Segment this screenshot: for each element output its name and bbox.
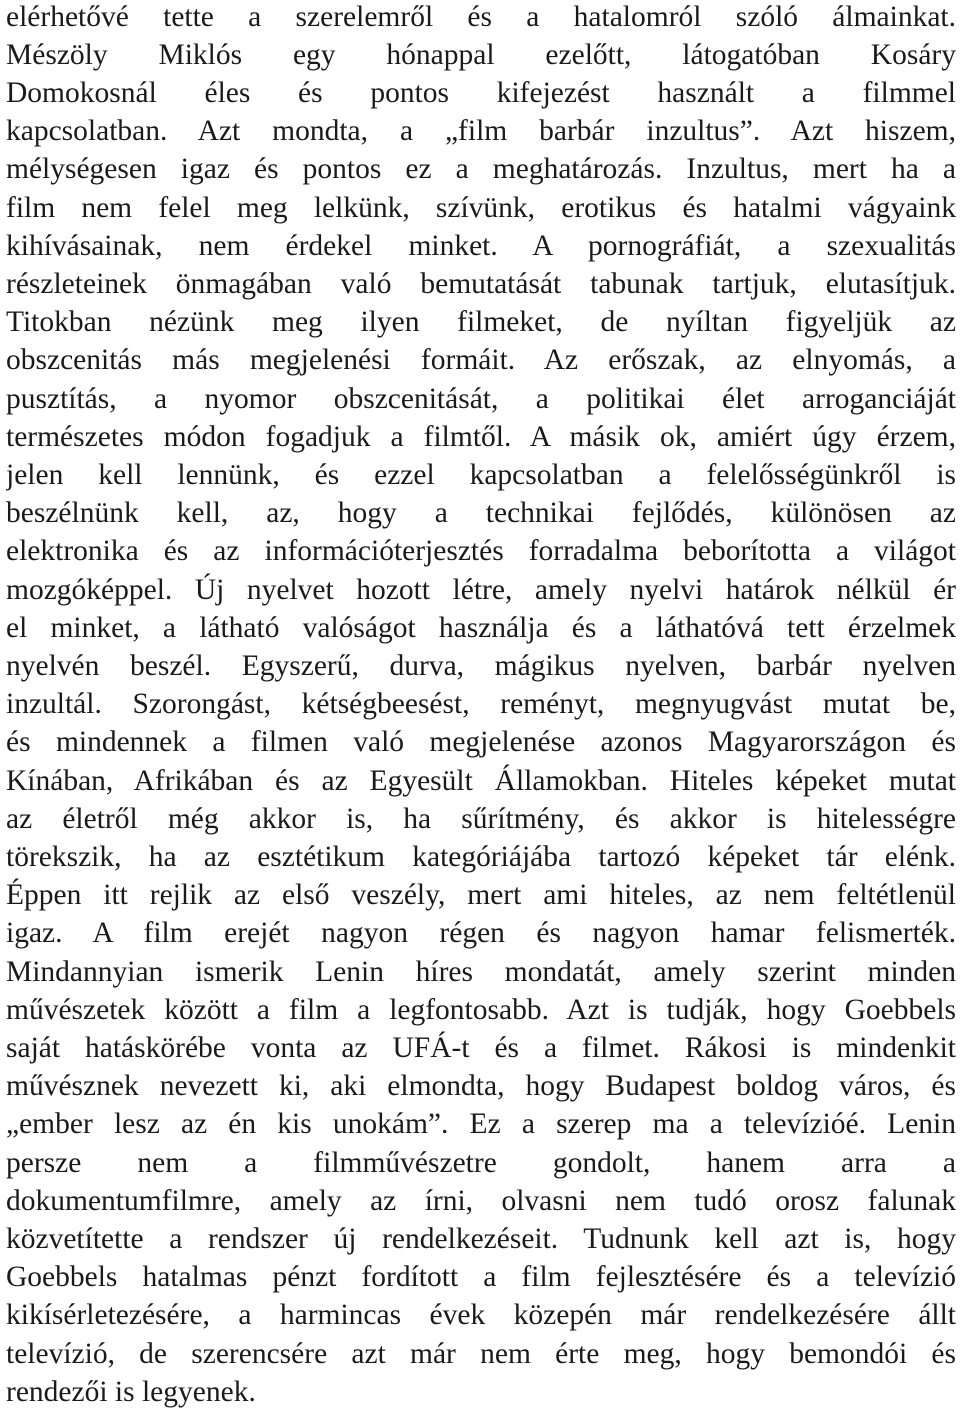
text-line: elektronika és az információterjesztés forradalma beborította a világot — [6, 535, 956, 567]
text-line: televízió, de szerencsére azt már nem érte meg, hogy bemondói és — [6, 1338, 956, 1370]
text-line: Goebbels hatalmas pénzt fordított a film fejlesztésére és a televízió — [6, 1261, 956, 1293]
text-line: igaz. A film erejét nagyon régen és nagyon hamar felismerték. — [6, 917, 956, 949]
text-line: az életről még akkor is, ha sűrítmény, és akkor is hitelességre — [6, 803, 956, 835]
text-line: mozgóképpel. Új nyelvet hozott létre, amely nyelvi határok nélkül ér — [6, 574, 956, 606]
text-line: dokumentumfilmre, amely az írni, olvasni nem tudó orosz falunak — [6, 1185, 956, 1217]
text-line: nyelvén beszél. Egyszerű, durva, mágikus nyelven, barbár nyelven — [6, 650, 956, 682]
text-line: kihívásainak, nem érdekel minket. A pornográfiát, a szexualitás — [6, 230, 956, 262]
text-line: jelen kell lennünk, és ezzel kapcsolatban a felelősségünkről is — [6, 459, 956, 491]
text-line: törekszik, ha az esztétikum kategóriájába tartozó képeket tár elénk. — [6, 841, 956, 873]
text-line: részleteinek önmagában való bemutatását tabunak tartjuk, elutasítjuk. — [6, 268, 956, 300]
text-line: Domokosnál éles és pontos kifejezést használt a filmmel — [6, 77, 956, 109]
text-line: saját hatáskörébe vonta az UFÁ-t és a filmet. Rákosi is mindenkit — [6, 1032, 956, 1064]
text-line: Mindannyian ismerik Lenin híres mondatát, amely szerint minden — [6, 956, 956, 988]
text-line: beszélnünk kell, az, hogy a technikai fejlődés, különösen az — [6, 497, 956, 529]
text-line: persze nem a filmművészetre gondolt, hanem arra a — [6, 1147, 956, 1179]
text-line: Kínában, Afrikában és az Egyesült Államokban. Hiteles képeket mutat — [6, 765, 956, 797]
text-line: „ember lesz az én kis unokám”. Ez a szerep ma a televízióé. Lenin — [6, 1108, 956, 1140]
text-line: film nem felel meg lelkünk, szívünk, erotikus és hatalmi vágyaink — [6, 192, 956, 224]
text-line: pusztítás, a nyomor obszcenitását, a politikai élet arroganciáját — [6, 383, 956, 415]
text-line: Éppen itt rejlik az első veszély, mert ami hiteles, az nem feltétlenül — [6, 879, 956, 911]
document-page — [6, 0, 956, 1428]
text-line: Titokban nézünk meg ilyen filmeket, de nyíltan figyeljük az — [6, 306, 956, 338]
text-line: inzultál. Szorongást, kétségbeesést, reményt, megnyugvást mutat be, — [6, 688, 956, 720]
text-line: el minket, a látható valóságot használja és a láthatóvá tett érzelmek — [6, 612, 956, 644]
text-line: művésznek nevezett ki, aki elmondta, hogy Budapest boldog város, és — [6, 1070, 956, 1102]
text-line: kikísérletezésére, a harmincas évek közepén már rendelkezésére állt — [6, 1299, 956, 1331]
text-line: kapcsolatban. Azt mondta, a „film barbár inzultus”. Azt hiszem, — [6, 115, 956, 147]
text-line: és mindennek a filmen való megjelenése azonos Magyarországon és — [6, 726, 956, 758]
text-line: közvetítette a rendszer új rendelkezéseit. Tudnunk kell azt is, hogy — [6, 1223, 956, 1255]
text-line: obszcenitás más megjelenési formáit. Az erőszak, az elnyomás, a — [6, 344, 956, 376]
text-line: Mészöly Miklós egy hónappal ezelőtt, látogatóban Kosáry — [6, 39, 956, 71]
text-line: művészetek között a film a legfontosabb. Azt is tudják, hogy Goebbels — [6, 994, 956, 1026]
text-line: rendezői is legyenek. — [6, 1376, 256, 1408]
text-line: mélységesen igaz és pontos ez a meghatározás. Inzultus, mert ha a — [6, 153, 956, 185]
text-line: természetes módon fogadjuk a filmtől. A másik ok, amiért úgy érzem, — [6, 421, 956, 453]
text-line: elérhetővé tette a szerelemről és a hatalomról szóló álmainkat. — [6, 1, 956, 33]
